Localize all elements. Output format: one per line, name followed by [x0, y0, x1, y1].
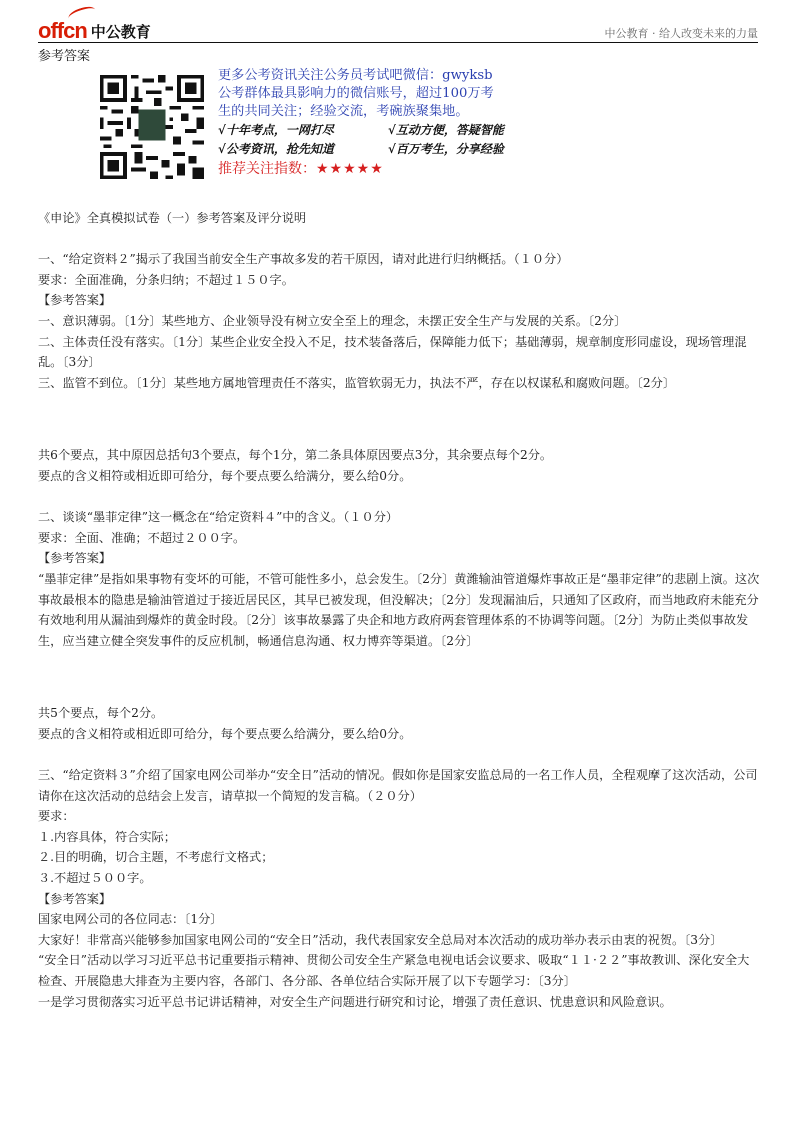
logo-text-en: offcn	[38, 18, 87, 43]
promo-line-2: 公考群体最具影响力的微信账号，超过100万考	[218, 86, 494, 101]
q1-scoring-1: 共6个要点，其中原因总括句3个要点，每个1分，第二条具体原因要点3分，其余要点每个2分。	[38, 448, 553, 463]
feature-item: √公考资讯，抢先知道	[218, 142, 334, 156]
q3-answer-3: “安全日”活动以学习习近平总书记重要指示精神、贯彻公司安全生产紧急电视电话会议要求、吸取“１１·２２”事故教训、深化安全大检查、开展隐患大排查为主要内容，各部门、各分部、各单位结合实际开展了以下专题学习：〔3分〕	[38, 953, 750, 988]
q1-requirement: 要求：全面准确，分条归纳；不超过１５０字。	[38, 272, 294, 287]
promo-line-1: 更多公考资讯关注公务员考试吧微信：gwyksb	[218, 68, 493, 83]
recommend-label: 推荐关注指数：	[218, 161, 316, 177]
q3-requirement-3: ３.不超过５００字。	[38, 871, 152, 886]
logo-text-cn: 中公教育	[90, 23, 151, 41]
page-header	[38, 14, 758, 43]
q1-answer-3: 三、监管不到位。〔1分〕某些地方属地管理责任不落实，监管软弱无力，执法不严，存在以权谋私和腐败问题。〔2分〕	[38, 375, 676, 390]
star-rating-icon: ★★★★★	[316, 161, 384, 177]
q2-answer-label: 【参考答案】	[38, 551, 112, 566]
q2-answer: “墨菲定律”是指如果事物有变坏的可能，不管可能性多小，总会发生。〔2分〕黄潍输油管道爆炸事故正是“墨菲定律”的悲剧上演。这次事故最根本的隐患是输油管道过于接近居民区，其早已被发现，但没解决；〔2分〕发现漏油后，只通知了区政府，而当地政府未能充分有效地利用从漏油到爆炸的黄金时段。〔2分〕该事故暴露了央企和地方政府两套管理体系的不协调等问题。〔2分〕为防止类似事故发生，应当建立健全突发事件的反应机制，畅通信息沟通、权力博弈等渠道。〔2分〕	[38, 571, 760, 648]
header-slogan: 中公教育 · 给人改变未来的力量	[604, 27, 758, 40]
q3-requirement-label: 要求：	[38, 809, 75, 824]
q1-scoring-2: 要点的含义相符或相近即可给分，每个要点要么给满分，要么给0分。	[38, 468, 412, 483]
q2-requirement: 要求：全面、准确；不超过２００字。	[38, 530, 246, 545]
feature-item: √百万考生，分享经验	[388, 142, 504, 156]
q1-answer-label: 【参考答案】	[38, 293, 112, 308]
q3-answer-2: 大家好！非常高兴能够参加国家电网公司的“安全日”活动，我代表国家安全总局对本次活动的成功举办表示由衷的祝贺。〔3分〕	[38, 932, 723, 947]
promo-line-3: 生的共同关注；经验交流，考碗族聚集地。	[218, 104, 469, 119]
recommend-rating	[218, 159, 558, 179]
q2-scoring-2: 要点的含义相符或相近即可给分，每个要点要么给满分，要么给0分。	[38, 726, 412, 741]
q3-answer-4: 一是学习贯彻落实习近平总书记讲话精神，对安全生产问题进行研究和讨论，增强了责任意识、忧患意识和风险意识。	[38, 994, 672, 1009]
offcn-logo	[38, 16, 151, 42]
subheading: 参考答案	[38, 49, 91, 64]
wechat-promo-box	[218, 67, 558, 179]
q3-question: 三、“给定资料３”介绍了国家电网公司举办“安全日”活动的情况。假如你是国家安监总局的一名工作人员，全程观摩了这次活动，公司请你在这次活动的总结会上发言，请草拟一个简短的发言稿。（２０分）	[38, 768, 758, 803]
qr-code-icon	[96, 71, 208, 183]
q1-answer-2: 二、主体责任没有落实。〔1分〕某些企业安全投入不足，技术装备落后，保障能力低下；基础薄弱，规章制度形同虚设，现场管理混乱。〔3分〕	[38, 334, 747, 370]
feature-item: √十年考点，一网打尽	[218, 123, 334, 137]
q2-question: 二、谈谈“墨菲定律”这一概念在“给定资料４”中的含义。（１０分）	[38, 510, 399, 525]
feature-item: √互动方便，答疑智能	[388, 123, 504, 137]
q3-requirement-2: ２.目的明确，切合主题，不考虑行文格式；	[38, 850, 274, 865]
q1-answer-1: 一、意识薄弱。〔1分〕某些地方、企业领导没有树立安全至上的理念，未摆正安全生产与发展的关系。〔2分〕	[38, 313, 627, 328]
document-title: 《申论》全真模拟试卷（一）参考答案及评分说明	[38, 211, 307, 225]
q3-answer-1: 国家电网公司的各位同志：〔1分〕	[38, 912, 223, 927]
q1-question: 一、“给定资料２”揭示了我国当前安全生产事故多发的若干原因，请对此进行归纳概括。（１０分）	[38, 252, 569, 267]
q3-requirement-1: １.内容具体，符合实际；	[38, 829, 176, 844]
q2-scoring-1: 共5个要点，每个2分。	[38, 706, 164, 721]
document-body	[38, 208, 760, 1012]
q3-answer-label: 【参考答案】	[38, 891, 112, 906]
promo-feature-list	[218, 121, 558, 159]
